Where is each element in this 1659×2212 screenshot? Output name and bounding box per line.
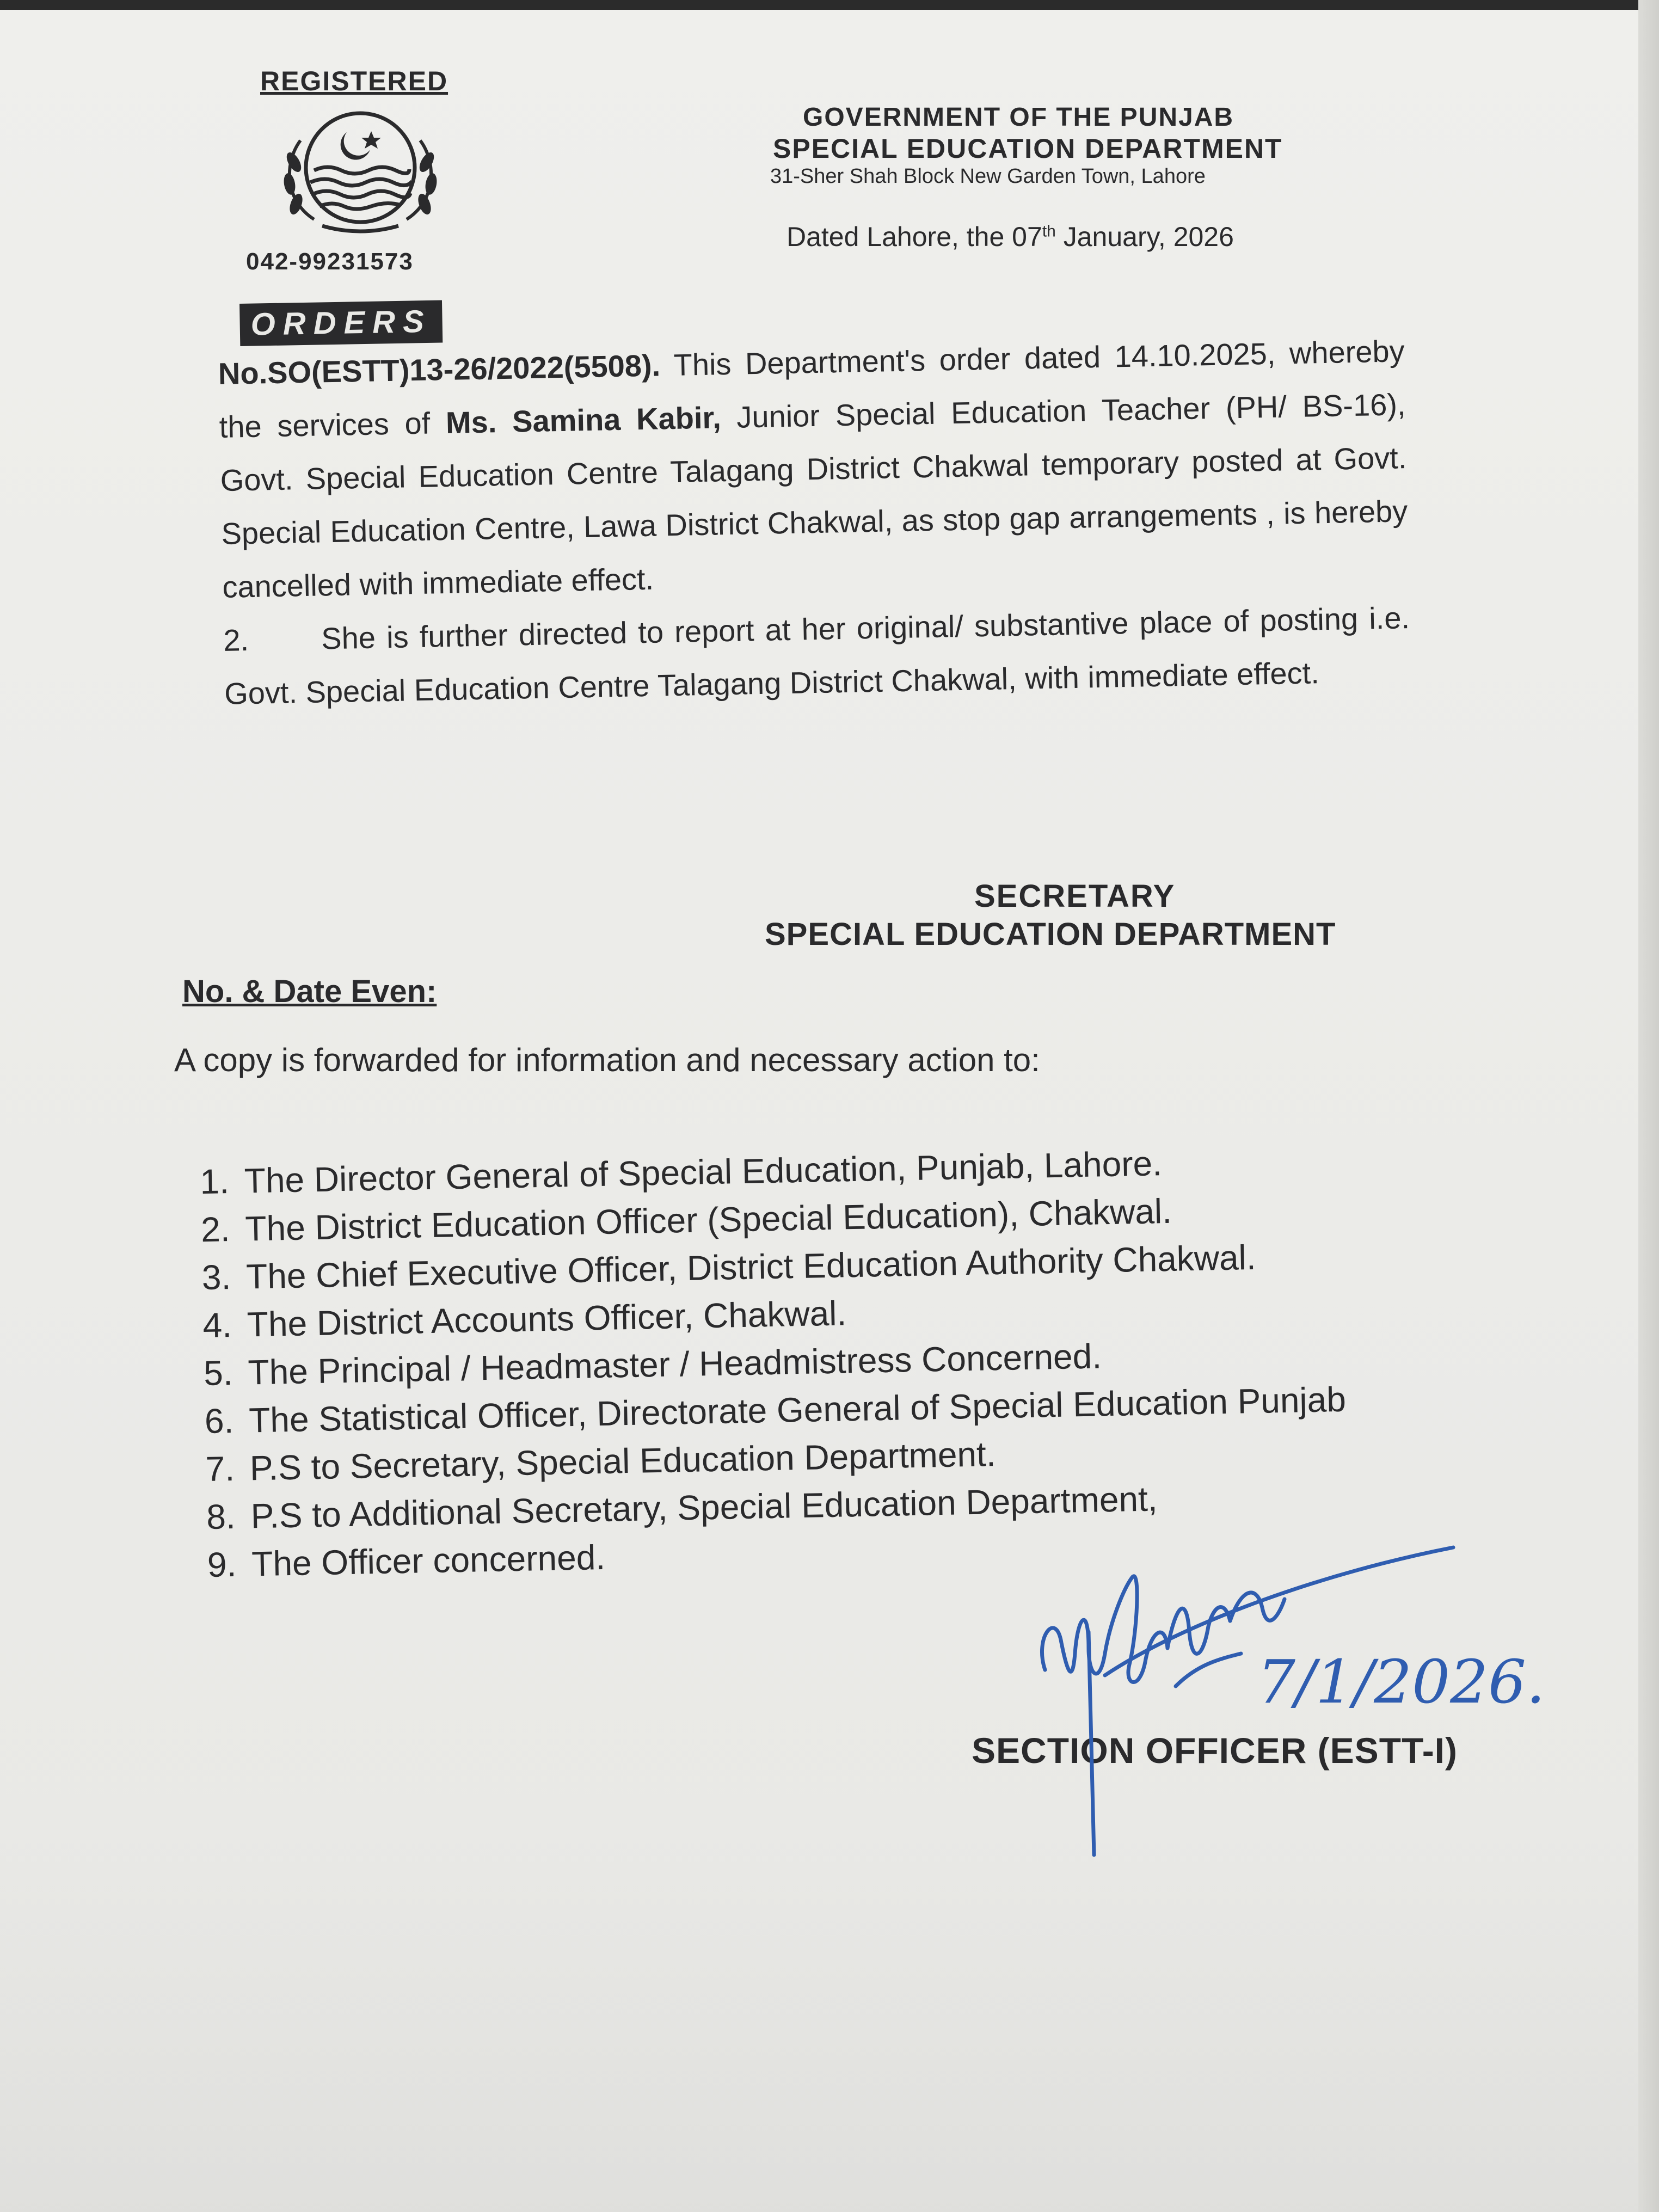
reference-line: No. & Date Even:: [182, 974, 437, 1009]
secretary-title: SECRETARY: [974, 878, 1176, 914]
order-paragraph-2: [223, 591, 1411, 721]
order-paragraph-1: [218, 324, 1409, 614]
order-text-1: This Department's order dated 14.10.2025, whereby the services of: [219, 334, 1405, 444]
dated-superscript: th: [1042, 222, 1056, 241]
department-address: 31-Sher Shah Block New Garden Town, Lahore: [770, 165, 1206, 188]
list-item-text: The District Education Officer (Special Education), Chakwal.: [244, 1191, 1172, 1249]
order-body: [218, 324, 1411, 721]
section-officer-title: SECTION OFFICER (ESTT-I): [972, 1730, 1458, 1771]
dated-prefix: Dated Lahore, the 07: [787, 222, 1042, 252]
list-item-text: P.S to Secretary, Special Education Department.: [249, 1434, 997, 1488]
copy-intro: A copy is forwarded for information and necessary action to:: [174, 1042, 1040, 1078]
page-shadow: [0, 1831, 1638, 2212]
list-item-number: 4.: [202, 1305, 232, 1345]
list-item-number: 7.: [205, 1448, 235, 1489]
registered-label: REGISTERED: [260, 66, 448, 96]
list-item-number: 9.: [207, 1544, 237, 1584]
list-item-number: 5.: [203, 1353, 234, 1393]
list-item-text: The Statistical Officer, Directorate General of Special Education Punjab: [248, 1379, 1347, 1440]
list-item-number: 6.: [204, 1400, 234, 1441]
order-number: No.SO(ESTT)13-26/2022(5508).: [218, 348, 661, 391]
list-item-text: The Director General of Special Education, Punjab, Lahore.: [244, 1144, 1163, 1201]
government-heading: GOVERNMENT OF THE PUNJAB: [803, 103, 1234, 132]
list-item-number: 1.: [199, 1162, 230, 1202]
list-item-text: The District Accounts Officer, Chakwal.: [247, 1293, 847, 1344]
paragraph-number: 2.: [223, 623, 249, 658]
order-paragraph-2-text: She is further directed to report at her original/ substantive place of posting i.e. Govt. Special Education Centre Talagang District Chakwal, with immediate effect.: [224, 600, 1410, 711]
list-item-text: The Chief Executive Officer, District Education Authority Chakwal.: [245, 1237, 1257, 1297]
list-item-number: 3.: [201, 1257, 231, 1298]
handwritten-signature: [1023, 1523, 1546, 1860]
phone-number: 042-99231573: [246, 248, 414, 275]
list-item-text: The Principal / Headmaster / Headmistress Concerned.: [247, 1336, 1102, 1392]
list-item-text: The Officer concerned.: [251, 1537, 606, 1584]
department-heading: SPECIAL EDUCATION DEPARTMENT: [773, 133, 1283, 164]
list-item-text: P.S to Additional Secretary, Special Education Department,: [250, 1479, 1158, 1536]
orders-label: ORDERS: [239, 300, 443, 346]
dated-line: [787, 221, 1234, 253]
signature-date: 7/1/2026.: [1257, 1647, 1545, 1717]
dated-suffix: January, 2026: [1055, 222, 1234, 252]
order-document: [0, 10, 1638, 2212]
recipient-list: [174, 1132, 1543, 1589]
punjab-government-emblem: [262, 110, 458, 238]
right-edge: [1638, 0, 1659, 2212]
order-text-2: Junior Special Education Teacher (PH/ BS-16), Govt. Special Education Centre Talagang District Chakwal temporary posted at Govt. Special Education Centre, Lawa District Chakwal, as stop gap arrangements , is hereby cancelled with immediate effect.: [220, 387, 1408, 604]
secretary-department: SPECIAL EDUCATION DEPARTMENT: [765, 917, 1336, 952]
teacher-name: Ms. Samina Kabir,: [445, 400, 722, 440]
list-item-number: 8.: [206, 1496, 236, 1537]
list-item-number: 2.: [200, 1209, 231, 1250]
